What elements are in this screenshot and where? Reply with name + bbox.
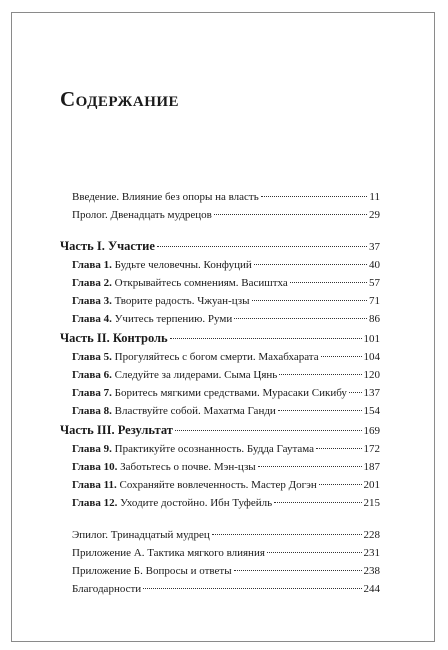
toc-chapter-entry[interactable] (60, 310, 380, 328)
dot-leader (321, 356, 362, 357)
chapter-number: Глава 11. (72, 479, 117, 491)
chapter-title: Прогуляйтесь с богом смерти. Махабхарата (111, 351, 319, 363)
toc-part-heading[interactable] (60, 420, 380, 440)
toc-page-number: 40 (369, 259, 380, 271)
toc-entry[interactable] (60, 562, 380, 580)
toc-chapter-entry[interactable] (60, 274, 380, 292)
chapter-number: Глава 9. (72, 443, 112, 455)
part-title: Часть I. Участие (60, 239, 155, 253)
toc-page-number: 120 (363, 369, 380, 381)
toc-entry[interactable] (60, 188, 380, 206)
dot-leader (170, 338, 362, 339)
dot-leader (316, 448, 361, 449)
chapter-title: Открывайтесь сомнениям. Васиштха (111, 277, 288, 289)
dot-leader (319, 484, 362, 485)
chapter-number: Глава 10. (72, 461, 118, 473)
dot-leader (254, 264, 367, 265)
dot-leader (258, 466, 362, 467)
dot-leader (157, 246, 367, 247)
toc-entry[interactable] (60, 544, 380, 562)
toc-page-number: 71 (369, 295, 380, 307)
toc-chapter-entry[interactable] (60, 292, 380, 310)
toc-chapter-entry[interactable] (60, 256, 380, 274)
toc-entry-title: Пролог. Двенадцать мудрецов (72, 209, 212, 221)
book-page (11, 12, 435, 642)
chapter-title: Творите радость. Чжуан-цзы (111, 295, 250, 307)
chapter-title: Практикуйте осознанность. Будда Гаутама (111, 443, 315, 455)
dot-leader (143, 588, 361, 589)
toc-entry-title: Благодарности (72, 583, 142, 595)
page-title: Содержание (60, 87, 180, 111)
chapter-title: Будьте человечны. Конфуций (111, 259, 252, 271)
toc-page-number: 137 (363, 387, 380, 399)
toc-page-number: 187 (363, 461, 380, 473)
chapter-title: Сохраняйте вовлеченность. Мастер Догэн (116, 479, 317, 491)
dot-leader (252, 300, 368, 301)
dot-leader (279, 374, 361, 375)
chapter-number: Глава 5. (72, 351, 112, 363)
chapter-title: Заботьтесь о почве. Мэн-цзы (117, 461, 256, 473)
toc-page-number: 238 (363, 565, 380, 577)
chapter-number: Глава 4. (72, 313, 112, 325)
toc-entry-title: Введение. Влияние без опоры на власть (72, 191, 259, 203)
dot-leader (290, 282, 367, 283)
part-title: Часть II. Контроль (60, 331, 168, 345)
toc-chapter-entry[interactable] (60, 348, 380, 366)
toc-entry[interactable] (60, 580, 380, 598)
toc-chapter-entry[interactable] (60, 458, 380, 476)
toc-page-number: 244 (363, 583, 380, 595)
dot-leader (214, 214, 367, 215)
chapter-number: Глава 1. (72, 259, 112, 271)
toc-page-number: 201 (363, 479, 380, 491)
toc-page-number: 228 (363, 529, 380, 541)
toc-chapter-entry[interactable] (60, 494, 380, 512)
dot-leader (175, 430, 362, 431)
chapter-title: Властвуйте собой. Махатма Ганди (111, 405, 276, 417)
dot-leader (349, 392, 362, 393)
toc-page-number: 57 (369, 277, 380, 289)
chapter-title: Учитесь терпению. Руми (111, 313, 233, 325)
toc-entry[interactable] (60, 526, 380, 544)
toc-page-number: 37 (369, 241, 380, 253)
toc-page-number: 169 (363, 425, 380, 437)
toc-chapter-entry[interactable] (60, 402, 380, 420)
toc-part-heading[interactable] (60, 328, 380, 348)
toc-chapter-entry[interactable] (60, 476, 380, 494)
toc-entry-title: Приложение Б. Вопросы и ответы (72, 565, 232, 577)
toc-page-number: 231 (363, 547, 380, 559)
table-of-contents (60, 188, 380, 598)
dot-leader (267, 552, 362, 553)
toc-chapter-entry[interactable] (60, 366, 380, 384)
toc-page-number: 172 (363, 443, 380, 455)
chapter-number: Глава 2. (72, 277, 112, 289)
toc-page-number: 215 (363, 497, 380, 509)
chapter-title: Уходите достойно. Ибн Туфейль (117, 497, 273, 509)
toc-part-heading[interactable] (60, 236, 380, 256)
chapter-number: Глава 7. (72, 387, 112, 399)
part-title: Часть III. Результат (60, 423, 173, 437)
dot-leader (234, 570, 362, 571)
chapter-number: Глава 12. (72, 497, 118, 509)
chapter-title: Следуйте за лидерами. Сыма Цянь (111, 369, 278, 381)
dot-leader (212, 534, 362, 535)
toc-chapter-entry[interactable] (60, 440, 380, 458)
toc-page-number: 11 (369, 191, 380, 203)
dot-leader (261, 196, 368, 197)
toc-page-number: 154 (363, 405, 380, 417)
toc-entry-title: Эпилог. Тринадцатый мудрец (72, 529, 210, 541)
chapter-number: Глава 6. (72, 369, 112, 381)
toc-page-number: 29 (369, 209, 380, 221)
chapter-number: Глава 8. (72, 405, 112, 417)
toc-page-number: 86 (369, 313, 380, 325)
toc-entry[interactable] (60, 206, 380, 224)
dot-leader (278, 410, 362, 411)
toc-chapter-entry[interactable] (60, 384, 380, 402)
toc-page-number: 104 (363, 351, 380, 363)
toc-page-number: 101 (363, 333, 380, 345)
chapter-number: Глава 3. (72, 295, 112, 307)
dot-leader (274, 502, 361, 503)
chapter-title: Боритесь мягкими средствами. Мурасаки Сикибу (111, 387, 347, 399)
toc-entry-title: Приложение А. Тактика мягкого влияния (72, 547, 265, 559)
dot-leader (234, 318, 367, 319)
